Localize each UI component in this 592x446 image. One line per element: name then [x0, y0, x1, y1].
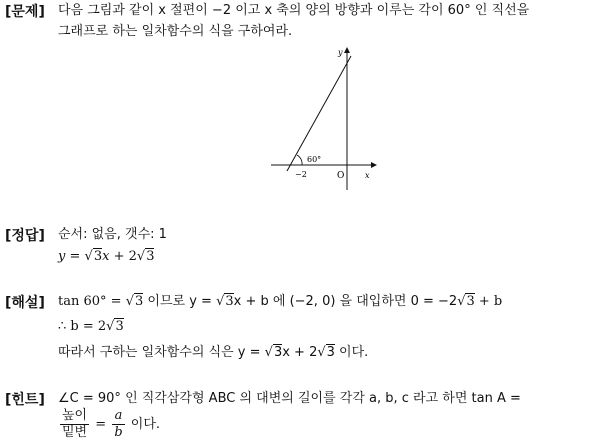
answer-equation: y = √3x + 2√3 [58, 249, 155, 264]
x-intercept-label: −2 [295, 170, 307, 179]
hint-tag: [힌트] [5, 392, 45, 408]
y-axis-label: y [338, 48, 343, 57]
hint-line2: $\frac{\text{높이}}{\text{밑변}}$ = $\frac{a}{b}$ 이다. [62, 408, 161, 440]
angle-arc [297, 155, 302, 165]
problem-text-line2: 그래프로 하는 일차함수의 식을 구하여라. [58, 24, 293, 39]
solution-line1: tan 60° = √3 이므로 y = √3x + b 에 (−2, 0) 을 대입하면 0 = −2√3 + b [58, 294, 503, 309]
answer-order-text: 순서: 없음, 갯수: 1 [58, 227, 167, 242]
problem-tag: [문제] [5, 4, 45, 20]
a-over-b-fraction: $\frac{a}{b}$ [114, 408, 123, 440]
solution-line3: 따라서 구하는 일차함수의 식은 y = √3x + 2√3 이다. [58, 345, 369, 360]
hint-line1: ∠C = 90° 인 직각삼각형 ABC 의 대변의 길이를 각각 a, b, c 라고 하면 tan A = [58, 391, 521, 406]
graph-line [287, 56, 351, 171]
graph-figure [268, 44, 383, 194]
solution-tag: [해설] [5, 295, 45, 311]
height-over-base-fraction: $\frac{\text{높이}}{\text{밑변}}$ [62, 408, 88, 440]
solution-line2: ∴ b = 2√3 [58, 319, 124, 334]
answer-tag: [정답] [5, 228, 45, 244]
problem-text-line1: 다음 그림과 같이 x 절편이 −2 이고 x 축의 양의 방향과 이루는 각이 60° 인 직선을 [58, 3, 530, 18]
angle-label: 60° [307, 155, 322, 164]
x-axis-label: x [365, 171, 370, 180]
origin-label: O [337, 171, 345, 181]
